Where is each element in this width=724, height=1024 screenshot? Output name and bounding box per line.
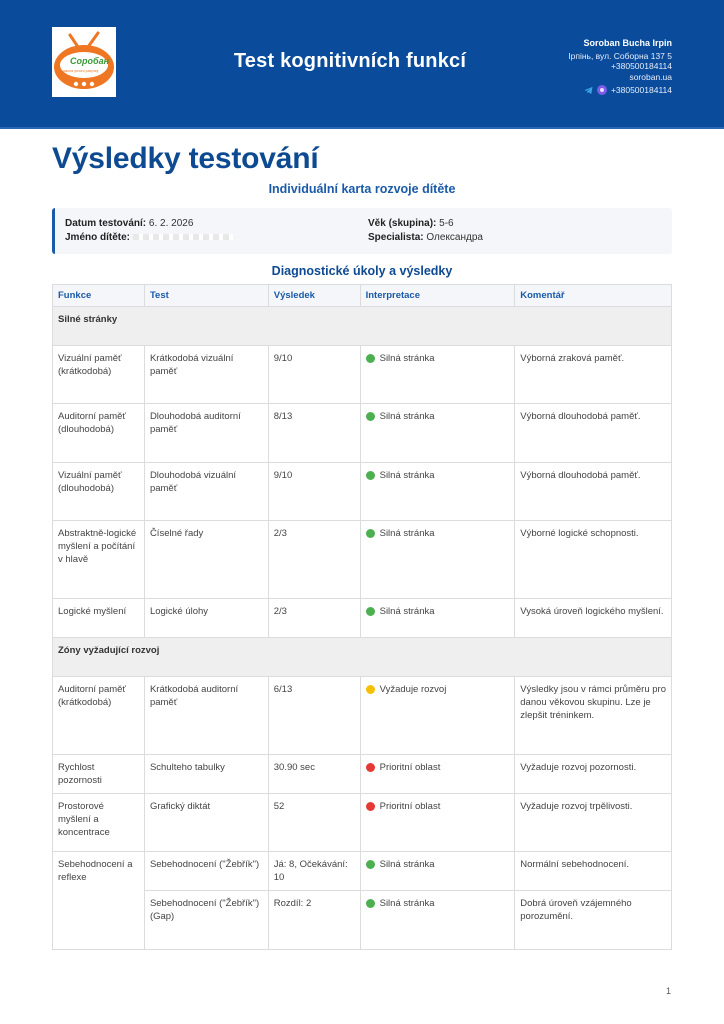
cell-interpretation [360,404,515,463]
cell-comment: Výborné logické schopnosti. [515,521,672,599]
cell-result: 52 [268,794,360,852]
interpretation-text: Prioritní oblast [379,762,441,773]
table-row [53,599,672,638]
status-dot-yellow-icon [366,685,375,694]
status-dot-red-icon [366,763,375,772]
status-dot-green-icon [366,529,375,538]
interpretation-text: Silná stránka [379,411,435,422]
soroban-logo [52,27,116,97]
logo-tagline: школа усного рахунку [63,69,99,73]
cell-interpretation [360,891,515,950]
section-title: Diagnostické úkoly a výsledky [271,264,453,278]
cell-interpretation [360,852,515,891]
group-label: Silné stránky [53,307,672,346]
cell-function: Logické myšlení [53,599,145,638]
cell-result: 9/10 [268,463,360,521]
report-header [0,0,724,129]
cell-result: 2/3 [268,521,360,599]
table-row [53,463,672,521]
interpretation-text: Silná stránka [379,898,435,909]
status-dot-green-icon [366,354,375,363]
specialist-label: Specialista: [368,232,424,243]
cell-interpretation [360,463,515,521]
report-title: Test kognitivních funkcí [233,50,467,72]
age-group [368,217,483,231]
age-group-value: 5-6 [439,218,454,229]
column-header-function: Funkce [53,285,145,307]
cell-comment: Normální sebehodnocení. [515,852,672,891]
cell-comment: Vyžaduje rozvoj pozornosti. [515,755,672,794]
cell-comment: Vyžaduje rozvoj trpělivosti. [515,794,672,852]
messenger-phone[interactable]: +380500184114 [610,85,672,95]
column-header-interpretation: Interpretace [360,285,515,307]
info-right-column [368,217,483,245]
cell-interpretation [360,755,515,794]
page-number: 1 [666,986,672,996]
cell-function: Sebehodnocení a reflexe [53,852,145,950]
cell-comment: Dobrá úroveň vzájemného porozumění. [515,891,672,950]
interpretation-text: Silná stránka [379,528,435,539]
status-dot-green-icon [366,860,375,869]
interpretation-text: Prioritní oblast [379,801,441,812]
cell-result: Rozdíl: 2 [268,891,360,950]
specialist-value: Олександра [426,232,483,243]
info-left-column [65,217,233,245]
cell-function: Abstraktně-logické myšlení a počítání v hlavě [53,521,145,599]
cell-comment: Výborná dlouhodobá paměť. [515,463,672,521]
cell-test: Sebehodnocení ("Žebřík") [144,852,268,891]
column-header-result: Výsledek [268,285,360,307]
cell-test: Krátkodobá vizuální paměť [144,346,268,404]
child-name-label: Jméno dítěte: [65,232,131,243]
table-row [53,852,672,891]
test-date [65,217,233,231]
child-info-box [52,208,672,254]
table-row [53,794,672,852]
age-group-label: Věk (skupina): [368,218,437,229]
cell-test: Schulteho tabulky [144,755,268,794]
cell-comment: Výsledky jsou v rámci průměru pro danou věkovou skupinu. Lze je zlepšit tréninkem. [515,677,672,755]
table-row [53,346,672,404]
table-row [53,521,672,599]
logo-text: Соробан [70,56,110,66]
cell-function: Rychlost pozornosti [53,755,145,794]
status-dot-green-icon [366,899,375,908]
cell-test: Dlouhodobá vizuální paměť [144,463,268,521]
website-link[interactable]: soroban.ua [629,71,672,82]
page-subtitle: Individuální karta rozvoje dítěte [268,182,456,196]
telegram-icon[interactable] [584,86,593,95]
messenger-row [568,85,672,96]
table-header-row [53,285,672,307]
cell-interpretation [360,346,515,404]
cell-function: Auditorní paměť (dlouhodobá) [53,404,145,463]
cell-result: 2/3 [268,599,360,638]
cell-test: Krátkodobá auditorní paměť [144,677,268,755]
phone[interactable]: +380500184114 [610,61,672,71]
page-title: Výsledky testování [52,142,319,175]
test-date-label: Datum testování: [65,218,147,229]
contact-block [568,38,672,96]
organization-name: Soroban Bucha Irpin [583,38,672,48]
column-header-test: Test [144,285,268,307]
cell-test: Číselné řady [144,521,268,599]
interpretation-text: Silná stránka [379,470,435,481]
cell-result: Já: 8, Očekávání: 10 [268,852,360,891]
specialist [368,231,483,245]
cell-function: Auditorní paměť (krátkodobá) [53,677,145,755]
cell-result: 8/13 [268,404,360,463]
cell-test: Grafický diktát [144,794,268,852]
status-dot-green-icon [366,471,375,480]
test-date-value: 6. 2. 2026 [148,218,194,229]
table-row [53,404,672,463]
table-row [53,677,672,755]
group-row-development-zones [53,638,672,677]
results-table [52,284,672,950]
cell-comment: Výborná zraková paměť. [515,346,672,404]
cell-result: 6/13 [268,677,360,755]
group-label: Zóny vyžadující rozvoj [53,638,672,677]
cell-interpretation [360,677,515,755]
interpretation-text: Silná stránka [379,606,435,617]
cell-function: Vizuální paměť (dlouhodobá) [53,463,145,521]
status-dot-green-icon [366,607,375,616]
child-name-redacted [133,234,233,240]
cell-interpretation [360,794,515,852]
cell-function: Prostorové myšlení a koncentrace [53,794,145,852]
cell-test: Logické úlohy [144,599,268,638]
viber-icon[interactable] [597,85,607,95]
cell-comment: Výborná dlouhodobá paměť. [515,404,672,463]
child-name [65,231,233,245]
interpretation-text: Silná stránka [379,353,435,364]
cell-comment: Vysoká úroveň logického myšlení. [515,599,672,638]
cell-result: 9/10 [268,346,360,404]
status-dot-green-icon [366,412,375,421]
interpretation-text: Vyžaduje rozvoj [379,684,447,695]
cell-function: Vizuální paměť (krátkodobá) [53,346,145,404]
column-header-comment: Komentář [515,285,672,307]
cell-interpretation [360,521,515,599]
cell-test: Sebehodnocení ("Žebřík") (Gap) [144,891,268,950]
address: Ірпінь, вул. Соборна 137 5 [568,50,672,61]
cell-result: 30.90 sec [268,755,360,794]
interpretation-text: Silná stránka [379,859,435,870]
table-row [53,755,672,794]
group-row-strengths [53,307,672,346]
table-row [53,891,672,950]
cell-test: Dlouhodobá auditorní paměť [144,404,268,463]
status-dot-red-icon [366,802,375,811]
cell-interpretation [360,599,515,638]
